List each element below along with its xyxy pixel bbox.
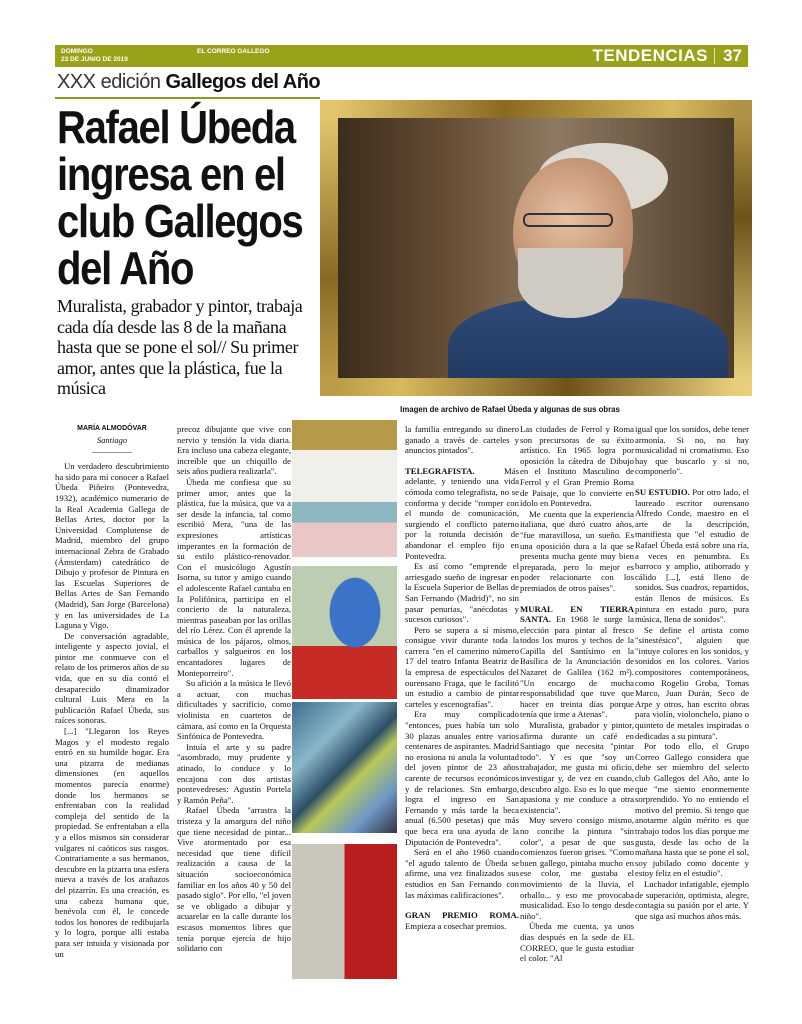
photo-glasses — [523, 213, 613, 227]
paragraph-text: Empieza a cosechar premios. — [405, 920, 507, 931]
byline-author: MARÍA ALMODÓVAR — [77, 425, 147, 432]
paragraph-text: Es así como "emprende el arriesgado sueño de ingresar en la Escuela Superior de Bellas de San Fernando (Madrid)", no sin pasar penurias, "anécdotas y sucesos curiosos". — [405, 561, 519, 625]
section-lead: TELEGRAFISTA. — [405, 465, 475, 476]
day: DOMINGO — [61, 48, 93, 55]
article-paragraph — [405, 466, 519, 561]
article-column — [635, 424, 749, 921]
article-column — [177, 424, 291, 954]
photo-beard — [518, 248, 623, 318]
article-paragraph — [635, 625, 749, 742]
article-paragraph — [55, 631, 169, 726]
paragraph-text: Un verdadero descubrimiento ha sido para mí conocer a Rafael Úbeda Piñeiro (Pontevedra, 1932), académico numerario de la Real Academia Gallega de Bellas Artes, doctor por la Universidad Complutense de Madrid, miembro del grupo internacional Zebra de Grabado (Ámsterdam) catedrático de Dibujo y profesor de Pintura en las Escuelas Superiores de Bellas Artes de San Fernando (Madrid), San Jorge (Barcelona) y en las universidades de La Laguna y Vigo. — [55, 461, 169, 631]
article-paragraph — [405, 625, 519, 710]
article-paragraph — [520, 604, 634, 721]
paragraph-text: la familia entregando su dinero ganado a través de carteles y anuncios pintados". — [405, 424, 519, 456]
artwork-image — [292, 420, 397, 557]
section-lead: SU ESTUDIO. — [635, 486, 690, 497]
article-paragraph — [55, 726, 169, 959]
paragraph-text: Muralista, grabador y pintor, afirma durante un café en Santiago que necesita "pintar todo". Y es que "soy un trabajador, me gusta mi oficio, investigar y, de vez en cuando, descubro algo. Eso es lo que me apasiona y me conduce a otra existencia". — [520, 720, 634, 815]
paragraph-text: Pero se supera a sí mismo, consigue vivir durante toda la carrera "en el camerino número 17 del teatro Infanta Beatriz de la empresa de espectáculos del ourensano Fraga, que le facilitó un estudio a cambio de pintar carteles y escenografías". — [405, 624, 519, 709]
portrait-photo — [320, 100, 752, 396]
paragraph-text: Muy severo consigo mismo, no concibe la pintura "sin color", a pesar de que sus comienzos fueron grises. "Como buen gallego, pintaba mucho en ese color, me gustaba el movimiento de la lluvia, el orballo... y eso me provocaba musicalidad. Eso lo tengo desde niño". — [520, 815, 634, 921]
article-column — [405, 424, 519, 931]
headline-block — [57, 101, 319, 399]
photo-caption: Imagen de archivo de Rafael Úbeda y algunas de sus obras — [400, 405, 620, 414]
article-paragraph — [405, 847, 519, 900]
date: 23 DE JUNIO DE 2019 — [61, 55, 128, 63]
article-column — [520, 424, 634, 964]
article-paragraph — [520, 720, 634, 815]
article-paragraph — [177, 477, 291, 678]
divider — [55, 97, 320, 99]
article-paragraph — [177, 742, 291, 806]
artwork-image — [292, 566, 397, 699]
artwork-image — [292, 702, 397, 833]
paragraph-text: Intuía el arte y su padre "asombrado, muy prudente y atinado, lo conduce y lo encajona con dos artistas pontevedreses: Agustín Portela y Ramón Peña". — [177, 741, 291, 805]
paragraph-text: Úbeda me cuenta, ya unos días después en la sede de EL CORREO, que le gusta estudiar el color. "Al — [520, 921, 634, 964]
paragraph-text: precoz dibujante que vive con nervio y tensión la vida diaria. Era incluso una cabeza elegante, increíble que un chiquillo de seis años pudiera realizarla". — [177, 424, 291, 477]
paragraph-text: Por todo ello, el Grupo Correo Gallego considera que debe ser miembro del selecto club Gallegos del Año, ante lo que "me siento enormemente sorprendido. Yo no entiendo el motivo del premio. Si tengo que anotarme algún mérito es que trabajo todos los días porque me gusta, desde las ocho de la mañana hasta que se pone el sol, soy jubilado como docente y estoy feliz en el estudio". — [635, 741, 749, 879]
article-paragraph — [55, 461, 169, 631]
divider — [92, 452, 132, 453]
article-paragraph — [635, 424, 749, 477]
article-column — [55, 424, 169, 959]
newspaper-name: EL CORREO GALLEGO — [197, 48, 270, 55]
headline: Rafael Úbeda ingresa en el club Gallegos del Año — [57, 101, 303, 294]
article-paragraph — [520, 424, 634, 509]
article-paragraph — [405, 424, 519, 456]
paragraph-text: De conversación agradable, inteligente y aspecto jovial, el pintor me conmueve con el relato de los primeros años de su vida, que en su día contó el desaparecido dinamizador cultural Luis Mera en la publicación Rafael Úbeda, sus raíces sonoras. — [55, 630, 169, 726]
article-paragraph — [520, 509, 634, 594]
article-paragraph — [520, 921, 634, 963]
artwork-image — [292, 844, 397, 979]
paragraph-text: [...] "Llegaron los Reyes Magos y el modesto regalo entró en su humilde hogar. Era una pizarra de medianas dimensiones (en aquellos momentos parecía enorme) donde los hermanos se enfrentaban con la realidad compleja del sentido de la propiedad. Se enfrentaban a ella y a ellos mismos sin considerar vulgares ni caóticos sus rasgos. Contrariamente a sus hermanos, descubre en la pizarra una esfera nueva a través de los arañazos del pizarrín. Es una creación, es una cabeza humana que, benévola con él, le concede todos los honores de redibujarla y lo logra, porque allí estaba para ser intuida y visionada por un — [55, 726, 169, 959]
kicker — [57, 71, 320, 94]
subheadline: Muralista, grabador y pintor, trabaja cada día desde las 8 de la mañana hasta que se pone el sol// Su primer amor, antes que la plástica, fue la música — [57, 296, 303, 398]
article-paragraph — [635, 741, 749, 879]
article-paragraph — [405, 910, 519, 931]
article-paragraph — [177, 805, 291, 953]
article-paragraph — [635, 879, 749, 921]
edition: XXX edición — [57, 71, 161, 93]
byline-place: Santiago — [96, 434, 128, 445]
paragraph-text: Era muy complicado "entonces, pues había tan solo 30 plazas anuales entre varios centenares de aspirantes. Madrid no erosiona ni anula la voluntad del joven pintor de 23 años carente de recursos económicos y de relaciones. Sin embargo, logra el ingreso en San Fernando y más tarde la beca anual (6.500 pesetas) que más que beca era una ayuda de la Diputación de Pontevedra". — [405, 709, 519, 847]
article-paragraph — [177, 424, 291, 477]
article-paragraph — [405, 709, 519, 847]
paragraph-text: igual que los sonidos, debe tener armonía. Si no, no hay musicalidad ni cromatismo. Eso hay que buscarlo y si no, componerlo". — [635, 424, 749, 477]
article-paragraph — [520, 815, 634, 921]
section-lead: MURAL EN TIERRA SANTA. — [520, 603, 634, 625]
paragraph-text: Se define el artista como "sinestésico", alguien que "intuye colores en los sonidos, y sonidos en los colores. Varios compositores contemporáneos, como Rogelio Groba, Tomas Marco, Juan Durán, Seco de Arpe y otros, han escrito obras para violín, violonchelo, piano o quinteto de metales inspiradas o dedicadas a su pintura". — [635, 624, 749, 741]
paragraph-text: Me cuenta que la experiencia italiana, que duró cuatro años, "fue maravillosa, un sueño. Es una oposición dura a la que se presenta mucha gente muy bien preparada, pero lo mejor es poder relacionarte con los premiados de otros países". — [520, 508, 634, 593]
paragraph-text: Por otro lado, el laureado escritor ourensano Alfredo Conde, maestro en el arte de la descripción, manifiesta que "el estudio de Rafael Úbeda está sobre una ría, a veces en penumbra. Es barroco y amplio, atiborrado y cálido [...], está lleno de sonidos. Sus cuadros, repartidos, están llenos de músicos. Es pintura en estado puro, pura música, llena de sonidos". — [635, 486, 749, 625]
page-number: 37 — [723, 46, 742, 65]
article-paragraph — [405, 561, 519, 625]
paragraph-text: Rafael Úbeda "arrastra la tristeza y la amargura del niño que tiene necesidad de pintar... Vive atormentado por esa necesidad que tiene difícil realización a causa de la situación socioeconómica familiar en los años 40 y 50 del pasado siglo". Por ello, "el joven se ve obligado a dibujar y acuarelar en la calle durante los escasos momentos libres que tenía porque ejercía de hijo solidario con — [177, 805, 291, 954]
paragraph-text: Las ciudades de Ferrol y Roma son precursoras de su éxito artístico. En 1965 logra por oposición la cátedra de Dibujo en el Instituto Masculino de Ferrol y el Gran Premio Roma de Paisaje, que lo convierte en ídolo en Pontevedra. — [520, 424, 634, 509]
issue-date — [61, 48, 128, 63]
paragraph-text: Más adelante, y teniendo una vida cómoda como telegrafista, no se conforma y decide "romper con el mundo de comunicación, surgiendo el conflicto paterno por la rotunda decisión de abandonar el empleo fijo en Pontevedra. — [405, 465, 519, 561]
paragraph-text: En 1968 le surge la elección para pintar al fresco todos los muros y techos de la Capilla del Santísimo en la Basílica de la Anunciación de Nazaret de Galilea (162 m²). "Un encargo de mucha responsabilidad que tuve que hacer en treinta días porque tenía que irme a Atenas". — [520, 614, 634, 720]
section-header-bar — [55, 45, 748, 67]
divider — [714, 48, 715, 64]
headline-wrap — [57, 101, 319, 294]
section-lead: GRAN PREMIO ROMA. — [405, 910, 519, 921]
paragraph-text: Úbeda me confiesa que su primer amor, antes que la plástica, fue la música, que va a ser desde la infancia, tal como escribió Mera, "una de las expresiones artísticas imperantes en la formación de su estilo plástico-renovador. Con el musicólogo Agustín Isorna, su tutor y amigo cuando el adolescente Rafael cantaba en la Polifónica, participa en el concierto de la naturaleza, mientras paseaban por las orillas del río Lérez. Con él aprende la música de los pájaros, olmos, carballos y salgueiros en los encantadores lugares de Monteporreiro". — [177, 476, 291, 678]
paragraph-text: Será en el año 1960 cuando "el agudo talento de Úbeda se afirme, una vez finalizados sus estudios en San Fernando con las máximas calificaciones". — [405, 847, 519, 900]
kicker-title: Gallegos del Año — [165, 71, 321, 93]
paragraph-text: Luchador infatigable, ejemplo de superación, optimista, alegre, contagia su pasión por el arte. Y que siga así muchos años más. — [635, 878, 749, 921]
article-paragraph — [177, 678, 291, 742]
article-paragraph — [635, 487, 749, 625]
section-name: TENDENCIAS — [592, 46, 708, 65]
paragraph-text: Su afición a la música le llevó a actuar, con muchas dificultades y sacrificio, como violinista en cuartetos de cámara, así como en la Orquesta Sinfónica de Pontevedra. — [177, 678, 291, 742]
